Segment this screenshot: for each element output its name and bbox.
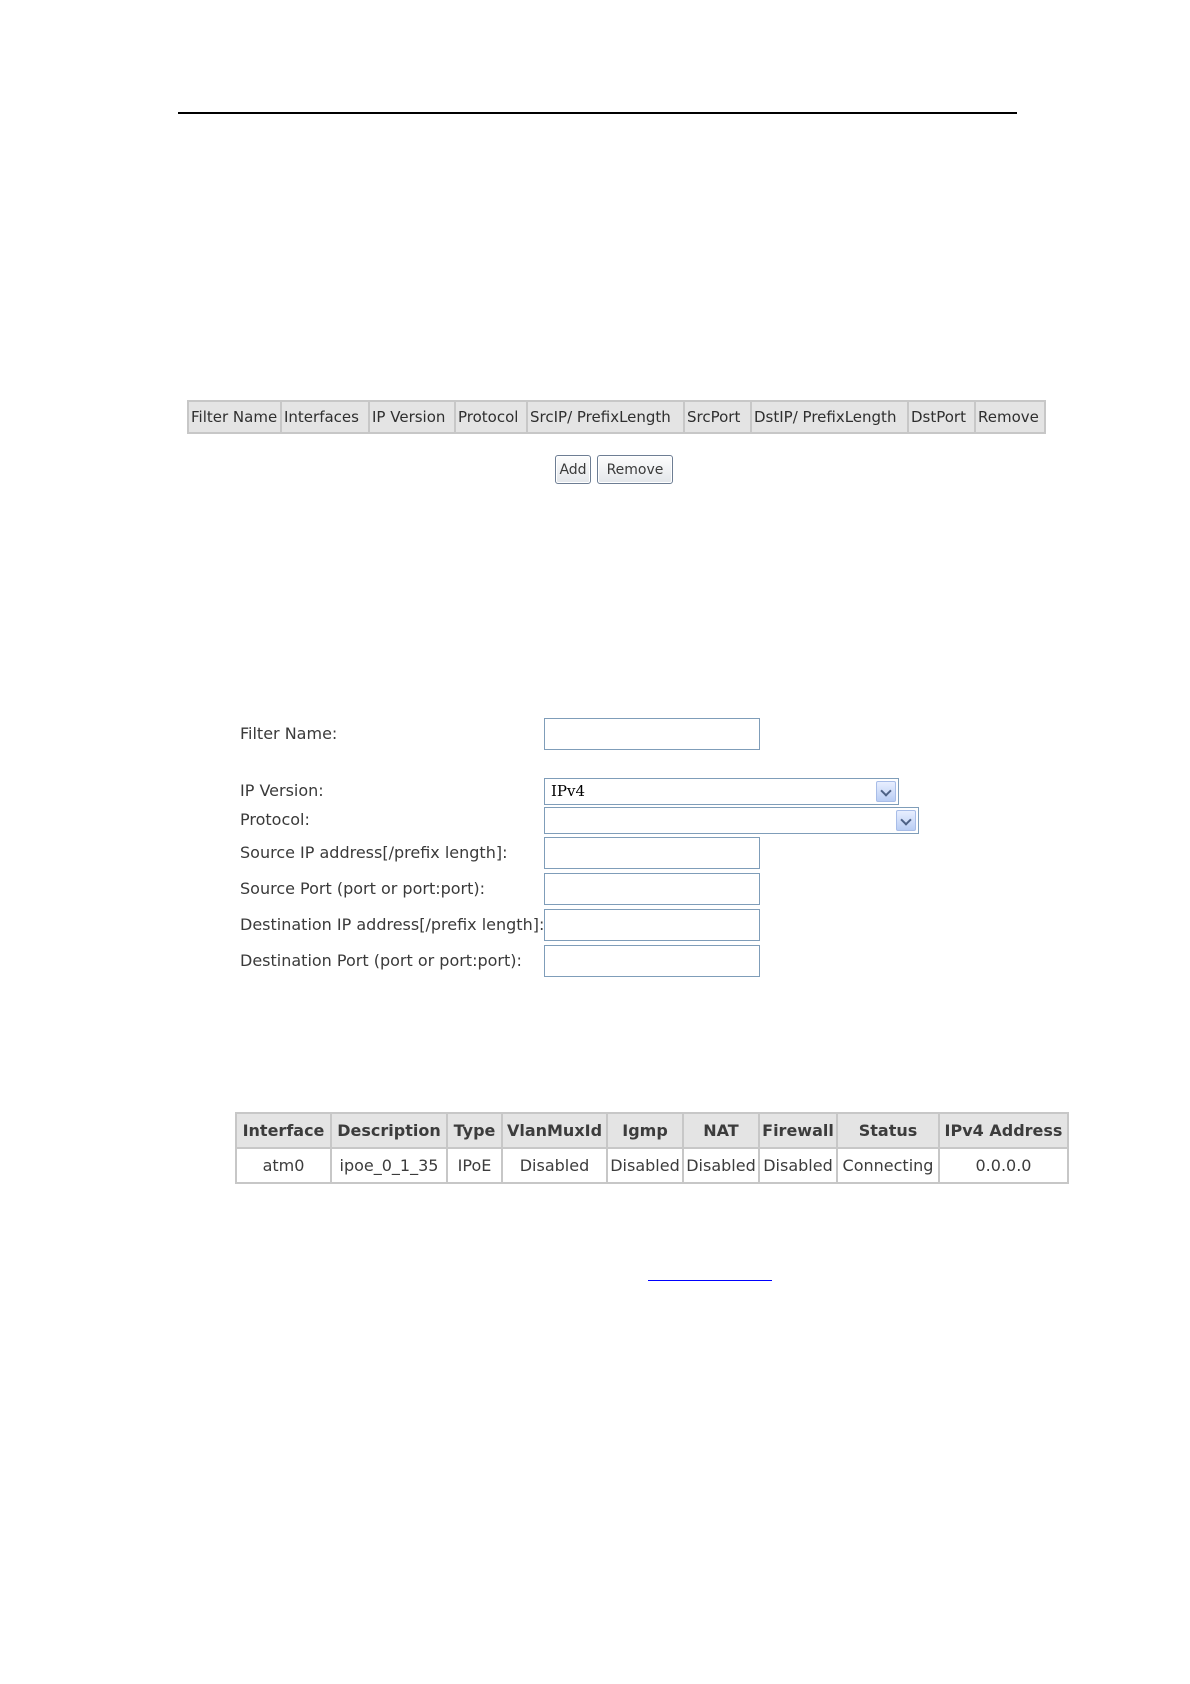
ip-version-selected-value: IPv4 (551, 782, 586, 800)
iface-header-interface: Interface (236, 1113, 331, 1148)
protocol-select[interactable] (544, 807, 919, 834)
add-button[interactable]: Add (555, 455, 591, 484)
destination-port-label: Destination Port (port or port:port): (240, 951, 522, 970)
ip-version-label: IP Version: (240, 781, 324, 800)
filter-header-dst-port: DstPort (908, 401, 975, 433)
destination-ip-label: Destination IP address[/prefix length]: (240, 915, 545, 934)
filter-header-protocol: Protocol (455, 401, 527, 433)
chevron-down-icon[interactable] (876, 781, 896, 802)
interface-table (235, 1112, 1069, 1184)
source-port-label: Source Port (port or port:port): (240, 879, 486, 898)
iface-header-nat: NAT (683, 1113, 759, 1148)
iface-cell-firewall: Disabled (759, 1148, 837, 1183)
iface-cell-interface: atm0 (236, 1148, 331, 1183)
iface-header-igmp: Igmp (607, 1113, 683, 1148)
source-port-input[interactable] (544, 873, 760, 905)
iface-cell-type: IPoE (447, 1148, 502, 1183)
iface-header-status: Status (837, 1113, 939, 1148)
iface-cell-igmp: Disabled (607, 1148, 683, 1183)
iface-cell-description: ipoe_0_1_35 (331, 1148, 447, 1183)
remove-button[interactable]: Remove (597, 455, 673, 484)
filter-header-src-port: SrcPort (684, 401, 751, 433)
filter-header-dst-ip: DstIP/ PrefixLength (751, 401, 908, 433)
interface-table-header-row (236, 1113, 1068, 1148)
filter-table (187, 400, 1046, 434)
iface-header-firewall: Firewall (759, 1113, 837, 1148)
filter-header-interfaces: Interfaces (281, 401, 369, 433)
iface-cell-ipv4-address: 0.0.0.0 (939, 1148, 1068, 1183)
chevron-down-icon[interactable] (896, 810, 916, 831)
iface-cell-nat: Disabled (683, 1148, 759, 1183)
ip-version-select[interactable] (544, 778, 899, 805)
destination-ip-input[interactable] (544, 909, 760, 941)
header-rule (178, 112, 1017, 114)
filter-name-label: Filter Name: (240, 724, 338, 743)
source-ip-input[interactable] (544, 837, 760, 869)
filter-header-filter-name: Filter Name (188, 401, 281, 433)
source-ip-label: Source IP address[/prefix length]: (240, 843, 508, 862)
protocol-label: Protocol: (240, 810, 310, 829)
table-row (236, 1148, 1068, 1183)
filter-header-src-ip: SrcIP/ PrefixLength (527, 401, 684, 433)
iface-header-type: Type (447, 1113, 502, 1148)
destination-port-input[interactable] (544, 945, 760, 977)
iface-header-description: Description (331, 1113, 447, 1148)
filter-header-remove: Remove (975, 401, 1045, 433)
filter-table-header-row (188, 401, 1045, 433)
filter-name-input[interactable] (544, 718, 760, 750)
iface-header-vlanmuxid: VlanMuxId (502, 1113, 607, 1148)
iface-header-ipv4-address: IPv4 Address (939, 1113, 1068, 1148)
iface-cell-vlanmuxid: Disabled (502, 1148, 607, 1183)
iface-cell-status: Connecting (837, 1148, 939, 1183)
hyperlink-underline[interactable] (648, 1280, 772, 1281)
filter-header-ip-version: IP Version (369, 401, 455, 433)
